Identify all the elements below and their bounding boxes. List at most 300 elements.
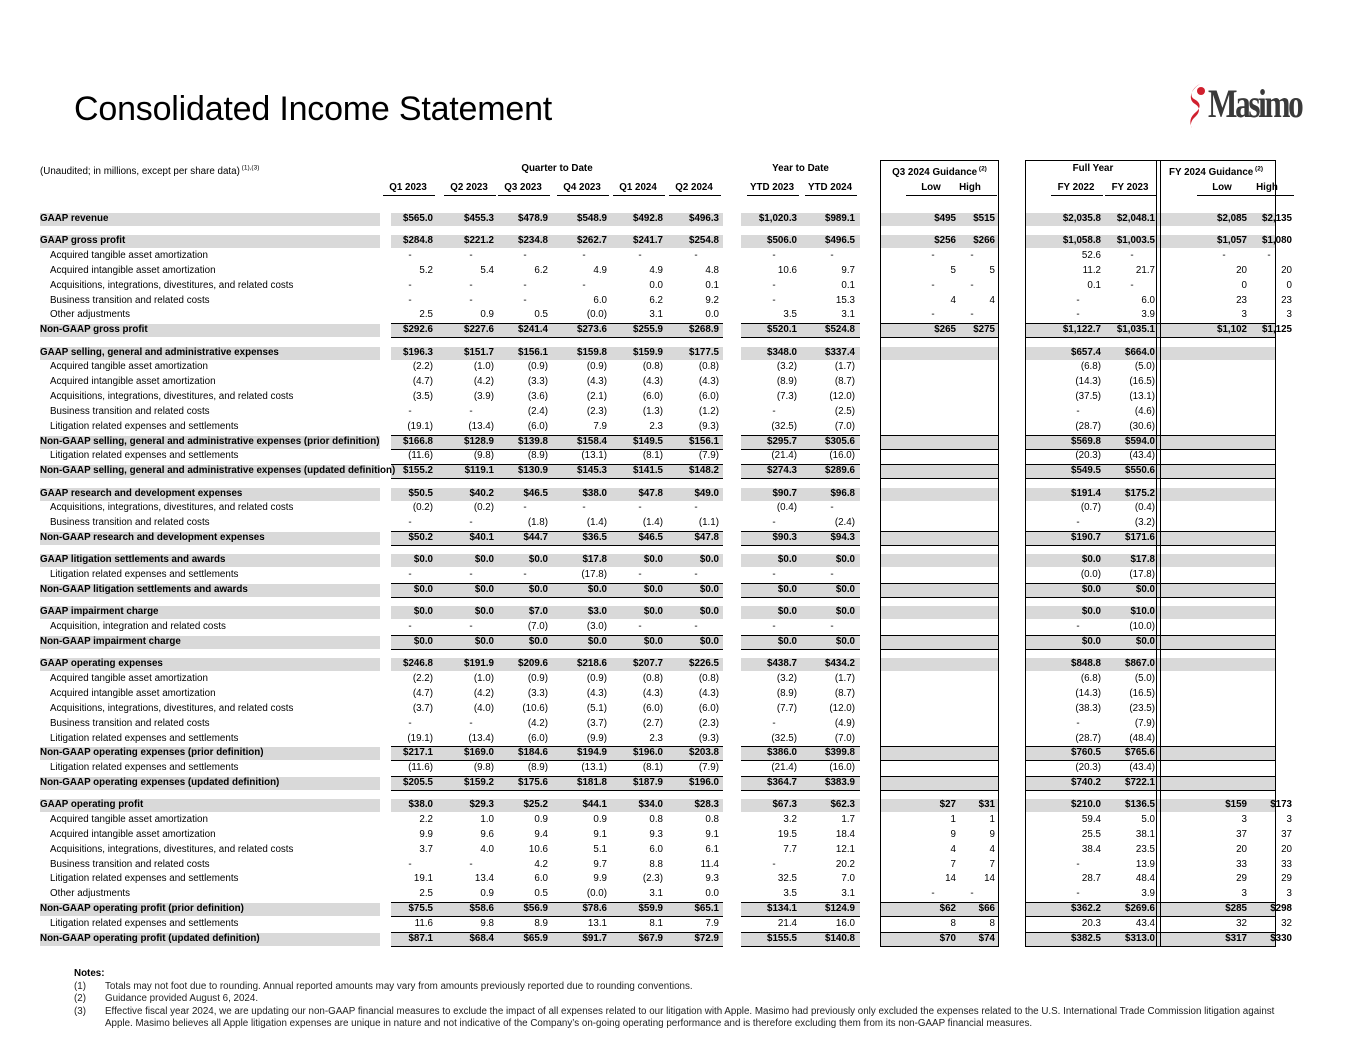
cell-value: 9.4 bbox=[534, 828, 548, 840]
cell-value: $90.3 bbox=[772, 532, 797, 544]
column-header: Q3 2023 bbox=[504, 182, 542, 193]
cell-value: 48.4 bbox=[1135, 873, 1155, 885]
cell-value: $226.5 bbox=[689, 658, 719, 670]
row-label: Litigation related expenses and settlements bbox=[50, 420, 239, 432]
cell-value: - bbox=[931, 279, 935, 291]
cell-value: (11.6) bbox=[408, 450, 433, 462]
column-header: YTD 2024 bbox=[807, 182, 853, 193]
row-rule bbox=[741, 932, 860, 933]
notes-list bbox=[74, 981, 1285, 1031]
cell-value: (0.2) bbox=[412, 502, 433, 514]
cell-value: 3.1 bbox=[649, 309, 663, 321]
cell-value: $175.6 bbox=[518, 776, 548, 788]
cell-value: 8.1 bbox=[649, 917, 663, 929]
cell-value: $550.6 bbox=[1125, 465, 1155, 477]
row-label: Acquired tangible asset amortization bbox=[50, 814, 208, 826]
cell-value: (21.4) bbox=[771, 762, 797, 774]
cell-value: 3 bbox=[1286, 888, 1292, 900]
cell-value: (4.0) bbox=[473, 702, 494, 714]
cell-value: (0.9) bbox=[586, 361, 607, 373]
cell-value: $274.3 bbox=[767, 465, 797, 477]
cell-value: $196.0 bbox=[633, 747, 663, 759]
cell-value: $87.1 bbox=[408, 932, 433, 944]
cell-value: $141.5 bbox=[633, 465, 663, 477]
cell-value: - bbox=[830, 621, 834, 633]
column-header-underline bbox=[669, 195, 721, 196]
cell-value: $78.6 bbox=[582, 903, 607, 915]
cell-value: $159.8 bbox=[577, 346, 607, 358]
cell-value: $134.1 bbox=[767, 903, 797, 915]
cell-value: 11.4 bbox=[700, 858, 719, 870]
cell-value: $364.7 bbox=[767, 776, 797, 788]
cell-value: $0.0 bbox=[643, 606, 663, 618]
cell-value: $256 bbox=[934, 235, 956, 247]
cell-value: - bbox=[1076, 888, 1080, 900]
cell-value: $760.5 bbox=[1071, 747, 1101, 759]
note-item bbox=[74, 981, 1285, 994]
cell-value: $434.2 bbox=[825, 658, 855, 670]
cell-value: (10.0) bbox=[1129, 621, 1155, 633]
cell-value: $386.0 bbox=[767, 747, 797, 759]
cell-value: (16.0) bbox=[829, 450, 855, 462]
cell-value: $0.0 bbox=[474, 606, 494, 618]
cell-value: $848.8 bbox=[1071, 658, 1101, 670]
cell-value: 4 bbox=[989, 843, 995, 855]
cell-value: $70 bbox=[939, 932, 956, 944]
cell-value: $221.2 bbox=[464, 235, 494, 247]
cell-value: - bbox=[1076, 717, 1080, 729]
cell-value: $565.0 bbox=[403, 213, 433, 224]
cell-value: 16.0 bbox=[835, 917, 855, 929]
cell-value: $0.0 bbox=[1081, 636, 1101, 648]
row-rule bbox=[741, 435, 860, 436]
cell-value: 20 bbox=[1236, 264, 1247, 276]
cell-value: (43.4) bbox=[1129, 762, 1155, 774]
cell-value: (4.3) bbox=[586, 688, 607, 700]
group-header-text: Year to Date bbox=[772, 163, 829, 174]
cell-value: - bbox=[408, 517, 412, 529]
column-header: FY 2023 bbox=[1111, 182, 1149, 193]
cell-value: 0.5 bbox=[534, 888, 548, 900]
cell-value: $0.0 bbox=[474, 584, 494, 596]
cell-value: $227.6 bbox=[464, 324, 494, 336]
cell-value: 43.4 bbox=[1135, 917, 1155, 929]
cell-value: (17.8) bbox=[581, 569, 607, 581]
cell-value: - bbox=[1076, 309, 1080, 321]
cell-value: $159.2 bbox=[464, 776, 494, 788]
cell-value: $0.0 bbox=[643, 584, 663, 596]
cell-value: 3 bbox=[1241, 814, 1247, 826]
cell-value: $56.9 bbox=[523, 903, 548, 915]
cell-value: 11.2 bbox=[1082, 264, 1101, 276]
cell-value: 9.8 bbox=[480, 917, 494, 929]
cell-value: - bbox=[830, 502, 834, 514]
cell-value: $496.5 bbox=[825, 235, 855, 247]
cell-value: $38.0 bbox=[582, 487, 607, 499]
cell-value: 23.5 bbox=[1135, 843, 1155, 855]
column-header: Q1 2023 bbox=[389, 182, 427, 193]
cell-value: $139.8 bbox=[518, 435, 548, 447]
cell-value: 5 bbox=[950, 264, 956, 276]
group-header-text: FY 2024 Guidance bbox=[1169, 167, 1254, 178]
cell-value: $246.8 bbox=[403, 658, 433, 670]
cell-value: - bbox=[638, 502, 642, 514]
cell-value: - bbox=[582, 250, 586, 262]
masimo-swirl-icon bbox=[1186, 82, 1208, 128]
cell-value: $59.9 bbox=[638, 903, 663, 915]
cell-value: $151.7 bbox=[464, 346, 494, 358]
cell-value: 7.9 bbox=[593, 420, 607, 432]
cell-value: (6.8) bbox=[1080, 673, 1101, 685]
cell-value: 1.0 bbox=[480, 814, 494, 826]
cell-value: $187.9 bbox=[633, 776, 663, 788]
cell-value: (0.8) bbox=[642, 673, 663, 685]
cell-value: (12.0) bbox=[829, 702, 855, 714]
cell-value: $305.6 bbox=[825, 435, 855, 447]
cell-value: - bbox=[408, 294, 412, 306]
cell-value: 13.1 bbox=[587, 917, 607, 929]
note-number: (1) bbox=[74, 980, 86, 992]
row-label: GAAP gross profit bbox=[40, 235, 126, 247]
cell-value: (7.7) bbox=[776, 702, 797, 714]
cell-value: (2.2) bbox=[412, 673, 433, 685]
cell-value: (2.4) bbox=[527, 405, 548, 417]
cell-value: $495 bbox=[934, 213, 956, 224]
cell-value: $265 bbox=[934, 324, 956, 336]
row-label: Non-GAAP selling, general and administrative expenses (prior definition) bbox=[40, 435, 380, 447]
cell-value: $191.9 bbox=[464, 658, 494, 670]
cell-value: - bbox=[970, 250, 974, 262]
cell-value: 18.4 bbox=[835, 828, 855, 840]
notes-title: Notes: bbox=[74, 968, 105, 979]
cell-value: $47.8 bbox=[638, 487, 663, 499]
row-rule bbox=[741, 776, 860, 777]
cell-value: (32.5) bbox=[771, 420, 797, 432]
cell-value: (5.1) bbox=[586, 702, 607, 714]
cell-value: $218.6 bbox=[577, 658, 607, 670]
cell-value: (0.8) bbox=[642, 361, 663, 373]
cell-value: (13.1) bbox=[581, 762, 607, 774]
cell-value: - bbox=[970, 279, 974, 291]
cell-value: 7 bbox=[989, 858, 995, 870]
cell-value: 2.2 bbox=[419, 814, 433, 826]
column-header: Q2 2024 bbox=[675, 182, 713, 193]
cell-value: - bbox=[408, 405, 412, 417]
cell-value: - bbox=[772, 621, 776, 633]
cell-value: $1,020.3 bbox=[758, 213, 797, 224]
column-header: YTD 2023 bbox=[749, 182, 795, 193]
cell-value: (2.4) bbox=[834, 517, 855, 529]
cell-value: (17.8) bbox=[1129, 569, 1155, 581]
cell-value: 3 bbox=[1286, 814, 1292, 826]
cell-value: $36.5 bbox=[582, 532, 607, 544]
cell-value: $74 bbox=[978, 932, 995, 944]
cell-value: - bbox=[970, 309, 974, 321]
cell-value: 37 bbox=[1236, 828, 1247, 840]
cell-value: $0.0 bbox=[1135, 636, 1155, 648]
cell-value: $330 bbox=[1270, 932, 1292, 944]
cell-value: $241.7 bbox=[633, 235, 663, 247]
cell-value: $0.0 bbox=[413, 554, 433, 566]
cell-value: (2.1) bbox=[586, 391, 607, 403]
row-label: Non-GAAP litigation settlements and awards bbox=[40, 584, 248, 596]
cell-value: 4.9 bbox=[593, 264, 607, 276]
column-header-underline bbox=[805, 195, 857, 196]
column-header-underline bbox=[613, 195, 665, 196]
cell-value: (20.3) bbox=[1075, 450, 1101, 462]
cell-value: - bbox=[1222, 250, 1226, 262]
cell-value: (8.1) bbox=[642, 450, 663, 462]
column-header: High bbox=[959, 182, 981, 193]
cell-value: (1.8) bbox=[527, 517, 548, 529]
cell-value: 0 bbox=[1241, 279, 1247, 291]
cell-value: - bbox=[830, 569, 834, 581]
row-label: Litigation related expenses and settlements bbox=[50, 917, 239, 929]
cell-value: 6.0 bbox=[649, 843, 663, 855]
cell-value: - bbox=[469, 279, 473, 291]
cell-value: (6.0) bbox=[698, 702, 719, 714]
cell-value: (19.1) bbox=[407, 420, 433, 432]
row-label: Acquired tangible asset amortization bbox=[50, 361, 208, 373]
cell-value: $722.1 bbox=[1125, 776, 1155, 788]
group-header-sup: (2) bbox=[977, 165, 987, 173]
cell-value: (1.4) bbox=[586, 517, 607, 529]
cell-value: $34.0 bbox=[638, 799, 663, 811]
cell-value: (0.7) bbox=[1080, 502, 1101, 514]
cell-value: - bbox=[408, 858, 412, 870]
cell-value: (0.4) bbox=[1134, 502, 1155, 514]
cell-value: - bbox=[694, 502, 698, 514]
note-text: Effective fiscal year 2024, we are updating our non-GAAP financial measures to exclude the impact of all expenses related to our litigation with Apple. Masimo had previously only excluded the expenses related to the U.S. International Trade Commission litigation against Apple. Masimo believes all Apple litigation expenses are unique in nature and not indicative of the Company’s on-going operating performance and is therefore excluding them from its non-GAAP financial measures. bbox=[105, 1005, 1275, 1030]
cell-value: (4.3) bbox=[698, 376, 719, 388]
column-header-underline bbox=[383, 195, 435, 196]
cell-value: $27 bbox=[939, 799, 956, 811]
cell-value: 23 bbox=[1281, 294, 1292, 306]
row-rule bbox=[391, 323, 723, 324]
cell-value: $194.9 bbox=[577, 747, 607, 759]
row-rule bbox=[741, 323, 860, 324]
cell-value: 12.1 bbox=[835, 843, 855, 855]
cell-value: - bbox=[772, 569, 776, 581]
cell-value: $62.3 bbox=[830, 799, 855, 811]
cell-value: 8 bbox=[989, 917, 995, 929]
cell-value: (4.6) bbox=[1134, 405, 1155, 417]
cell-value: 33 bbox=[1281, 858, 1292, 870]
cell-value: $31 bbox=[978, 799, 995, 811]
column-header-underline bbox=[498, 195, 550, 196]
cell-value: $0.0 bbox=[835, 554, 855, 566]
unaudited-text: (Unaudited; in millions, except per share data) bbox=[40, 166, 240, 177]
cell-value: $58.6 bbox=[469, 903, 494, 915]
cell-value: $158.4 bbox=[577, 435, 607, 447]
cell-value: (6.0) bbox=[642, 702, 663, 714]
row-label: Other adjustments bbox=[50, 888, 131, 900]
cell-value: $46.5 bbox=[523, 487, 548, 499]
cell-value: $94.3 bbox=[830, 532, 855, 544]
cell-value: - bbox=[772, 858, 776, 870]
cell-value: $175.2 bbox=[1125, 487, 1155, 499]
cell-value: - bbox=[469, 717, 473, 729]
cell-value: (1.2) bbox=[698, 405, 719, 417]
guidance-box bbox=[1025, 160, 1161, 947]
cell-value: $156.1 bbox=[518, 346, 548, 358]
cell-value: - bbox=[1076, 405, 1080, 417]
cell-value: $50.5 bbox=[408, 487, 433, 499]
cell-value: 9.7 bbox=[841, 264, 855, 276]
cell-value: (21.4) bbox=[771, 450, 797, 462]
cell-value: (2.5) bbox=[834, 405, 855, 417]
cell-value: $285 bbox=[1225, 903, 1247, 915]
cell-value: $657.4 bbox=[1071, 346, 1101, 358]
row-label: Acquired intangible asset amortization bbox=[50, 828, 216, 840]
cell-value: $0.0 bbox=[474, 554, 494, 566]
cell-value: (6.8) bbox=[1080, 361, 1101, 373]
column-header: High bbox=[1256, 182, 1278, 193]
cell-value: $455.3 bbox=[464, 213, 494, 224]
row-label: Litigation related expenses and settlements bbox=[50, 732, 239, 744]
cell-value: 3.9 bbox=[1141, 888, 1155, 900]
cell-value: 14 bbox=[945, 873, 956, 885]
cell-value: - bbox=[931, 309, 935, 321]
cell-value: (6.0) bbox=[642, 391, 663, 403]
cell-value: 3.1 bbox=[841, 309, 855, 321]
cell-value: (16.0) bbox=[829, 762, 855, 774]
cell-value: (0.0) bbox=[586, 309, 607, 321]
cell-value: 38.1 bbox=[1135, 828, 1155, 840]
cell-value: 25.5 bbox=[1081, 828, 1101, 840]
row-label: Acquisition, integration and related costs bbox=[50, 621, 226, 633]
cell-value: (4.3) bbox=[642, 688, 663, 700]
row-rule bbox=[391, 583, 723, 584]
cell-value: $269.6 bbox=[1125, 903, 1155, 915]
cell-value: 37 bbox=[1281, 828, 1292, 840]
cell-value: 9.9 bbox=[593, 873, 607, 885]
cell-value: - bbox=[772, 250, 776, 262]
cell-value: $337.4 bbox=[825, 346, 855, 358]
cell-value: (7.0) bbox=[527, 621, 548, 633]
cell-value: $145.3 bbox=[577, 465, 607, 477]
column-header-underline bbox=[557, 195, 609, 196]
row-rule bbox=[741, 902, 860, 903]
row-rule bbox=[391, 635, 723, 636]
cell-value: (0.4) bbox=[776, 502, 797, 514]
cell-value: 4 bbox=[950, 294, 956, 306]
cell-value: $0.0 bbox=[643, 554, 663, 566]
cell-value: $438.7 bbox=[767, 658, 797, 670]
row-label: GAAP operating expenses bbox=[40, 658, 163, 670]
cell-value: 0.0 bbox=[705, 309, 719, 321]
row-rule bbox=[391, 464, 723, 465]
cell-value: (9.8) bbox=[473, 762, 494, 774]
row-rule bbox=[391, 435, 723, 436]
cell-value: - bbox=[772, 517, 776, 529]
cell-value: $548.9 bbox=[577, 213, 607, 224]
cell-value: (8.7) bbox=[834, 376, 855, 388]
cell-value: (13.1) bbox=[1129, 391, 1155, 403]
cell-value: - bbox=[970, 888, 974, 900]
cell-value: $254.8 bbox=[689, 235, 719, 247]
cell-value: $25.2 bbox=[523, 799, 548, 811]
cell-value: (16.5) bbox=[1129, 688, 1155, 700]
cell-value: $515 bbox=[973, 213, 995, 224]
cell-value: (4.2) bbox=[473, 688, 494, 700]
cell-value: $49.0 bbox=[694, 487, 719, 499]
row-rule bbox=[391, 531, 723, 532]
cell-value: (9.9) bbox=[586, 732, 607, 744]
cell-value: (3.2) bbox=[1134, 517, 1155, 529]
cell-value: (23.5) bbox=[1129, 702, 1155, 714]
cell-value: (9.8) bbox=[473, 450, 494, 462]
cell-value: $10.0 bbox=[1130, 606, 1155, 618]
cell-value: 3 bbox=[1241, 309, 1247, 321]
cell-value: (7.0) bbox=[834, 732, 855, 744]
cell-value: $0.0 bbox=[835, 584, 855, 596]
cell-value: (43.4) bbox=[1129, 450, 1155, 462]
cell-value: (4.3) bbox=[642, 376, 663, 388]
cell-value: (16.5) bbox=[1129, 376, 1155, 388]
cell-value: $0.0 bbox=[777, 554, 797, 566]
cell-value: (1.0) bbox=[473, 673, 494, 685]
row-label: Business transition and related costs bbox=[50, 717, 210, 729]
cell-value: (4.2) bbox=[473, 376, 494, 388]
row-label: Non-GAAP operating expenses (prior definition) bbox=[40, 747, 264, 759]
cell-value: - bbox=[772, 279, 776, 291]
cell-value: $159 bbox=[1225, 799, 1247, 811]
row-label: GAAP impairment charge bbox=[40, 606, 159, 618]
cell-value: $549.5 bbox=[1071, 465, 1101, 477]
cell-value: (1.7) bbox=[834, 361, 855, 373]
cell-value: - bbox=[469, 858, 473, 870]
cell-value: 59.4 bbox=[1081, 814, 1101, 826]
cell-value: $68.4 bbox=[469, 932, 494, 944]
cell-value: $255.9 bbox=[633, 324, 663, 336]
cell-value: 3 bbox=[1286, 309, 1292, 321]
cell-value: $0.0 bbox=[777, 606, 797, 618]
cell-value: $203.8 bbox=[689, 747, 719, 759]
note-item bbox=[74, 993, 1285, 1006]
cell-value: (7.9) bbox=[1134, 717, 1155, 729]
cell-value: 52.6 bbox=[1081, 250, 1101, 262]
cell-value: $65.1 bbox=[694, 903, 719, 915]
cell-value: 2.5 bbox=[419, 309, 433, 321]
row-label: Acquired intangible asset amortization bbox=[50, 688, 216, 700]
group-header-text: Full Year bbox=[1072, 163, 1114, 174]
cell-value: 3.5 bbox=[783, 309, 797, 321]
cell-value: 3.9 bbox=[1141, 309, 1155, 321]
cell-value: (2.3) bbox=[586, 405, 607, 417]
cell-value: $478.9 bbox=[518, 213, 548, 224]
cell-value: (19.1) bbox=[407, 732, 433, 744]
row-label: Acquisitions, integrations, divestitures, and related costs bbox=[50, 843, 294, 855]
cell-value: $664.0 bbox=[1125, 346, 1155, 358]
row-label: Business transition and related costs bbox=[50, 858, 210, 870]
cell-value: $177.5 bbox=[689, 346, 719, 358]
cell-value: - bbox=[469, 621, 473, 633]
cell-value: 7.7 bbox=[783, 843, 797, 855]
cell-value: (0.9) bbox=[586, 673, 607, 685]
cell-value: (6.0) bbox=[527, 732, 548, 744]
cell-value: 32 bbox=[1281, 917, 1292, 929]
cell-value: (3.7) bbox=[412, 702, 433, 714]
column-header: Q1 2024 bbox=[619, 182, 657, 193]
cell-value: (5.0) bbox=[1134, 673, 1155, 685]
page-title: Consolidated Income Statement bbox=[74, 90, 553, 128]
row-label: Acquisitions, integrations, divestitures, and related costs bbox=[50, 502, 294, 514]
cell-value: 9.3 bbox=[705, 873, 719, 885]
cell-value: (11.6) bbox=[408, 762, 433, 774]
cell-value: $47.8 bbox=[694, 532, 719, 544]
cell-value: (0.8) bbox=[698, 361, 719, 373]
